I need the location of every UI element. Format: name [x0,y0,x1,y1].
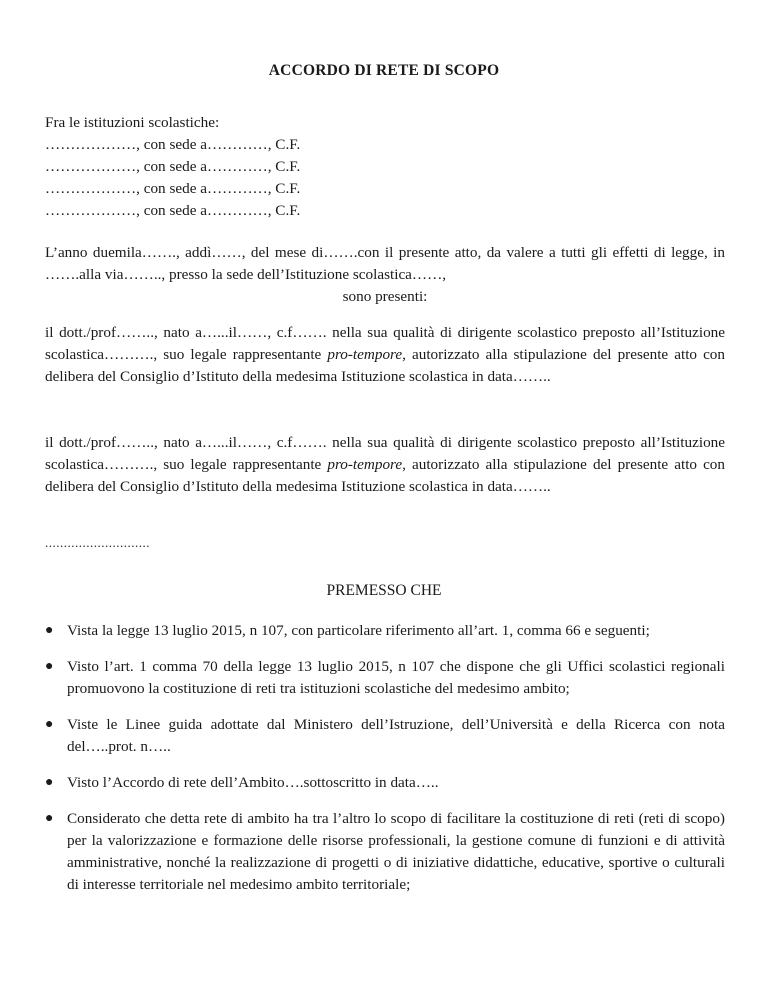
list-item-text: Visto l’Accordo di rete dell’Ambito….sottoscritto in data….. [67,774,439,791]
list-item-text: Vista la legge 13 luglio 2015, n 107, con particolare riferimento all’art. 1, comma 66 e seguenti; [67,622,650,639]
party-1-italic: pro-tempore [327,346,403,363]
party-2-italic: pro-tempore [327,456,403,473]
party-1-text-before: il dott./prof…….., nato a…...il……, c.f……. nella sua qualità di dirigente scolastico preposto all’Istituzione scolastica………., suo legale rappresentante [45,324,725,363]
institution-line: ………………, con sede a…………, C.F. [45,158,301,175]
premesso-list [45,620,725,896]
list-item-text: Viste le Linee guida adottate dal Ministero dell’Istruzione, dell’Università e della Ricerca con nota del…..prot. n….. [67,716,725,755]
institution-line: ………………, con sede a…………, C.F. [45,202,301,219]
bullet-icon: ● [45,811,54,826]
institution-line: ………………, con sede a…………, C.F. [45,180,301,197]
bullet-icon: ● [45,775,54,790]
bullet-icon: ● [45,717,54,732]
list-item [45,714,725,758]
list-item [45,772,725,794]
bullet-icon: ● [45,623,54,638]
institutions-block [45,112,725,222]
party-2-text-before: il dott./prof…….., nato a…...il……, c.f……. nella sua qualità di dirigente scolastico preposto all’Istituzione scolastica………., suo legale rappresentante [45,434,725,473]
date-paragraph [45,242,725,308]
institution-line: ………………, con sede a…………, C.F. [45,136,301,153]
document-title: ACCORDO DI RETE DI SCOPO [268,62,500,79]
list-item-text: Visto l’art. 1 comma 70 della legge 13 luglio 2015, n 107 che dispone che gli Uffici scolastici regionali promuovono la costituzione di reti tra istituzioni scolastiche del medesimo ambito; [67,658,725,697]
party-paragraph-2 [45,432,725,498]
list-item [45,620,725,642]
separator-dots: ............................ [45,535,150,550]
list-item [45,808,725,896]
list-item [45,656,725,700]
institutions-heading: Fra le istituzioni scolastiche: [45,114,220,131]
party-paragraph-1 [45,322,725,388]
list-item-text: Considerato che detta rete di ambito ha tra l’altro lo scopo di facilitare la costituzione di reti (reti di scopo) per la valorizzazione e formazione delle risorse professionali, la gestione comune di funzioni e di attività amministrative, nonché la realizzazione di progetti o di iniziative didattiche, educative, sportive o culturali di interesse territoriale nel medesimo ambito territoriale; [67,810,725,893]
premesso-heading: PREMESSO CHE [326,582,442,599]
party-2-text-after: , autorizzato alla stipulazione del presente atto con delibera del Consiglio d’Istituto della medesima Istituzione scolastica in data…….. [45,456,725,495]
date-paragraph-text: L’anno duemila……., addì……, del mese di…….con il presente atto, da valere a tutti gli effetti di legge, in …….alla via…….., presso la sede dell’Istituzione scolastica……, [45,244,725,283]
present-label: sono presenti: [342,288,428,305]
party-1-text-after: , autorizzato alla stipulazione del presente atto con delibera del Consiglio d’Istituto della medesima Istituzione scolastica in data…….. [45,346,725,385]
bullet-icon: ● [45,659,54,674]
